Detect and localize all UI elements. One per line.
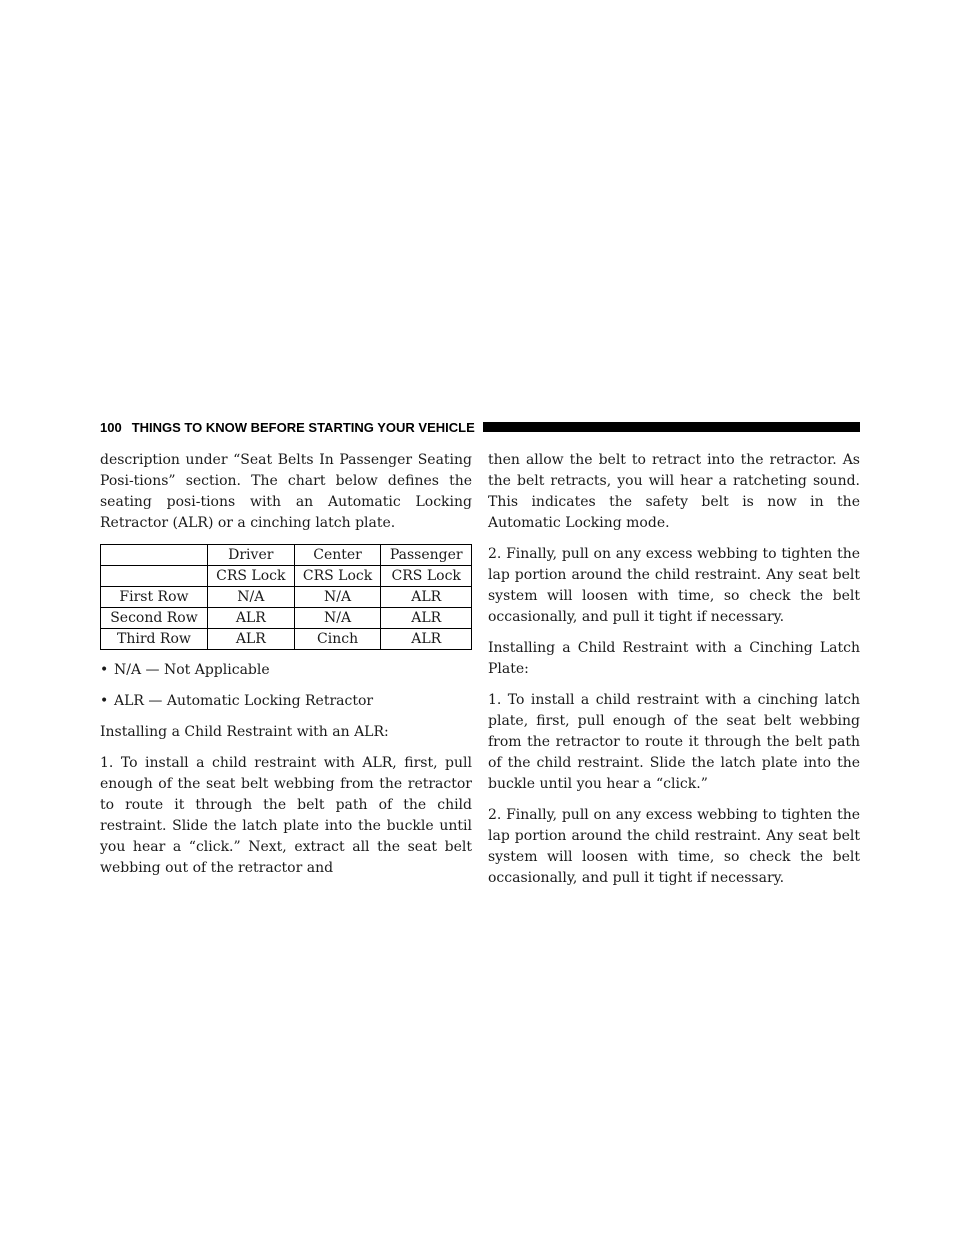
section-title: THINGS TO KNOW BEFORE STARTING YOUR VEHICLE [131,419,475,435]
table-cell: CRS Lock [294,566,381,587]
bullet-item [100,691,472,712]
table-row [101,629,472,650]
table-cell: ALR [207,608,294,629]
cinch-step-2: 2. Finally, pull on any excess webbing to tighten the lap portion around the child restraint. Any seat belt system will loosen with time, so check the belt occasionally, and pull it tight if necessary. [488,807,860,886]
intro-paragraph: description under “Seat Belts In Passenger Seating Posi-tions” section. The chart below defines the seating posi-tions with an Automatic Locking Retractor (ALR) or a cinching latch plate. [100,452,472,531]
seating-table [100,544,472,650]
header-rule [483,422,860,432]
table-cell: ALR [381,587,472,608]
left-column [100,450,472,889]
bullet-item [100,660,472,681]
table-cell: N/A [207,587,294,608]
table-cell: Cinch [294,629,381,650]
table-row [101,608,472,629]
bullet-icon: • [100,662,109,678]
table-cell: Passenger [381,545,472,566]
table-cell: ALR [207,629,294,650]
table-cell: ALR [381,629,472,650]
subheading-alr: Installing a Child Restraint with an ALR: [100,724,389,740]
table-cell [101,566,208,587]
bullet-text: N/A — Not Applicable [114,662,270,678]
table-cell: First Row [101,587,208,608]
table-header-row [101,545,472,566]
table-cell [101,545,208,566]
table-header-row [101,566,472,587]
right-column [488,450,860,899]
page-number: 100 [100,419,122,435]
alr-step-1: 1. To install a child restraint with ALR, first, pull enough of the seat belt webbing from the retractor to route it through the belt path of the child restraint. Slide the latch plate into the buckle until you hear a “click.” Next, extract all the seat belt webbing out of the retractor and [100,755,472,876]
table-cell: Second Row [101,608,208,629]
subheading-cinch: Installing a Child Restraint with a Cinching Latch Plate: [488,640,860,677]
continuation-paragraph: then allow the belt to retract into the retractor. As the belt retracts, you will hear a ratcheting sound. This indicates the safety belt is now in the Automatic Locking mode. [488,452,860,531]
table-cell: ALR [381,608,472,629]
bullet-icon: • [100,693,109,709]
table-cell: N/A [294,587,381,608]
table-cell: N/A [294,608,381,629]
table-cell: Center [294,545,381,566]
page-header [100,417,860,437]
table-cell: Third Row [101,629,208,650]
bullet-text: ALR — Automatic Locking Retractor [114,693,374,709]
table-row [101,587,472,608]
table-cell: CRS Lock [207,566,294,587]
cinch-step-1: 1. To install a child restraint with a cinching latch plate, first, pull enough of the seat belt webbing from the retractor to route it through the belt path of the child restraint. Slide the latch plate into the buckle until you hear a “click.” [488,692,860,792]
table-cell: Driver [207,545,294,566]
alr-step-2: 2. Finally, pull on any excess webbing to tighten the lap portion around the child restraint. Any seat belt system will loosen with time, so check the belt occasionally, and pull it tight if necessary. [488,546,860,625]
table-cell: CRS Lock [381,566,472,587]
